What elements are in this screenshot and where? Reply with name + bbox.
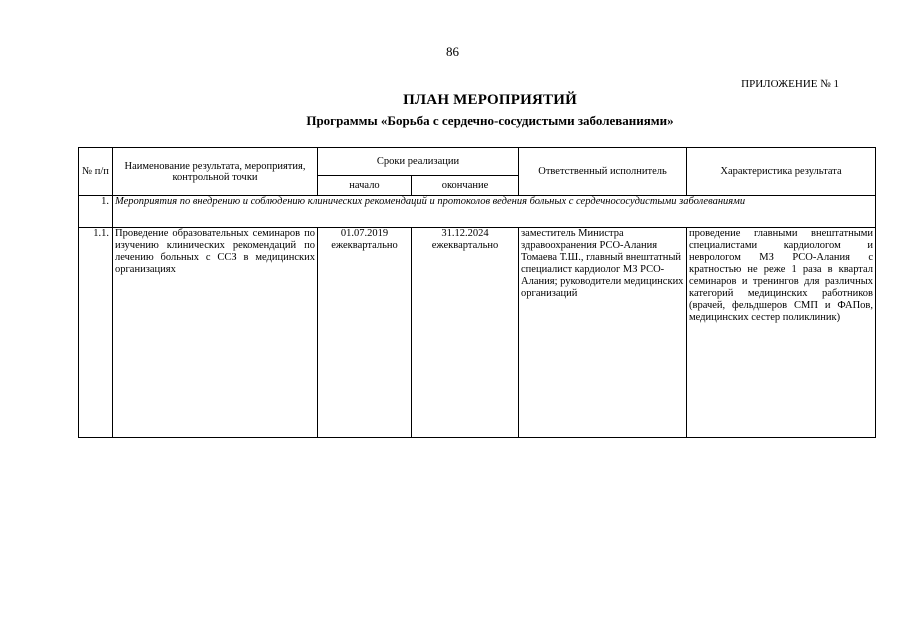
header-end: окончание — [412, 176, 519, 196]
document-subtitle: Программы «Борьба с сердечно-сосудистыми заболеваниями» — [306, 113, 674, 128]
appendix-label: ПРИЛОЖЕНИЕ № 1 — [741, 78, 839, 90]
section-row — [79, 196, 876, 228]
row-name: Проведение образовательных семинаров по изучению клинических рекомендаций по лечению больных с ССЗ в медицинских организациях — [113, 228, 318, 438]
section-num: 1. — [79, 196, 113, 228]
header-num: № п/п — [79, 148, 113, 196]
table-row — [79, 228, 876, 438]
row-start — [318, 228, 412, 438]
header-start: начало — [318, 176, 412, 196]
header-name: Наименование результата, мероприятия, контрольной точки — [113, 148, 318, 196]
row-end-frequency: ежеквартально — [431, 240, 499, 251]
header-responsible: Ответственный исполнитель — [519, 148, 687, 196]
row-end — [412, 228, 519, 438]
row-start-frequency: ежеквартально — [331, 240, 398, 251]
document-title: ПЛАН МЕРОПРИЯТИЙ — [403, 92, 577, 108]
row-responsible: заместитель Министра здравоохранения РСО-Алания Томаева Т.Ш., главный внештатный специалист кардиолог МЗ РСО-Алания; руководители медицинских организаций — [519, 228, 687, 438]
row-end-date: 31.12.2024 — [441, 228, 489, 239]
header-terms: Сроки реализации — [318, 148, 519, 176]
row-num: 1.1. — [79, 228, 113, 438]
page-number: 86 — [446, 44, 459, 59]
row-result: проведение главными внештатными специалистами кардиологом и неврологом МЗ РСО-Алания с кратностью не реже 1 раза в квартал семинаров и тренингов для различных категорий медицинских работников (врачей, фельдшеров СМП и ФАПов, медицинских сестер поликлиник) — [687, 228, 876, 438]
plan-table — [78, 147, 876, 438]
section-title: Мероприятия по внедрению и соблюдению клинических рекомендаций и протоколов ведения больных с сердечнососудистыми заболеваниями — [113, 196, 876, 228]
row-start-date: 01.07.2019 — [340, 228, 389, 239]
header-result: Характеристика результата — [687, 148, 876, 196]
